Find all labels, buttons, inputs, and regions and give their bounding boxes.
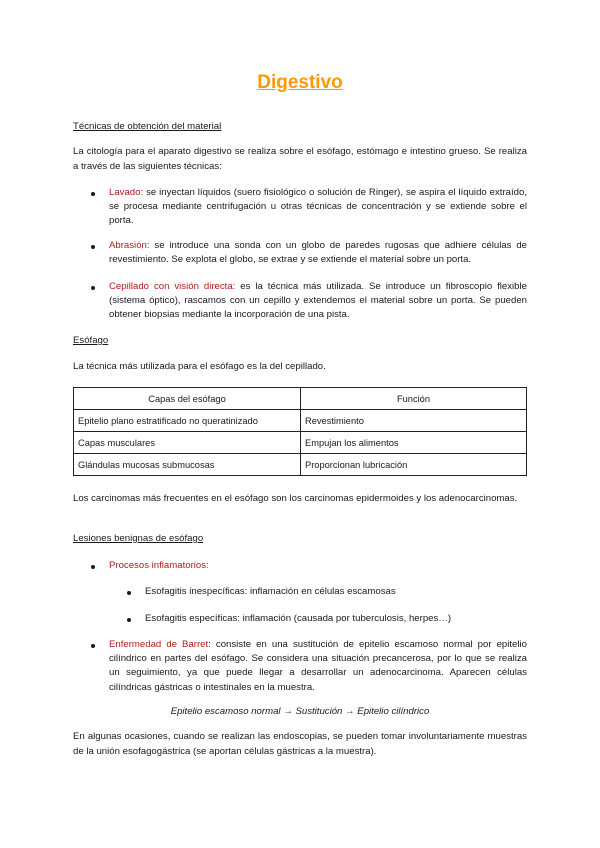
table-cell: Revestimiento	[301, 410, 527, 432]
table-row	[74, 454, 527, 476]
bullet-icon	[91, 644, 95, 648]
section-heading-lesiones: Lesiones benignas de esófago	[73, 533, 204, 544]
bullet-icon	[91, 286, 95, 290]
list-item-barret	[109, 638, 527, 695]
section-heading-techniques: Técnicas de obtención del material	[73, 121, 222, 132]
table-cell: Proporcionan lubricación	[301, 454, 527, 476]
bullet-icon	[127, 618, 131, 622]
table-cell: Capas musculares	[74, 432, 301, 454]
term: Enfermedad de Barret:	[109, 639, 211, 650]
esofago-intro: La técnica más utilizada para el esófago es la del cepillado.	[73, 361, 326, 372]
formula: Epitelio escamoso normal → Sustitución → Epitelio cilíndrico	[170, 706, 430, 717]
esophagus-layers-table	[73, 387, 527, 476]
list-item-abrasion	[109, 239, 527, 267]
table-header-row	[74, 388, 527, 410]
table-cell: Empujan los alimentos	[301, 432, 527, 454]
bullet-icon	[91, 245, 95, 249]
description: es la técnica más utilizada. Se introduce un fibroscopio flexible (sistema óptico), rascamos con un cepillo y extendemos el material sobre un porta. Se pueden obtener biopsias mediante la incorporación de una pista.	[109, 281, 527, 321]
table-row	[74, 432, 527, 454]
page-title: Digestivo	[257, 72, 343, 93]
carcinomas-paragraph: Los carcinomas más frecuentes en el esófago son los carcinomas epidermoides y los adenocarcinomas.	[73, 493, 518, 504]
bullet-icon	[91, 565, 95, 569]
sub-list-item	[145, 585, 525, 599]
term: Cepillado con visión directa:	[109, 281, 236, 292]
table-cell: Glándulas mucosas submucosas	[74, 454, 301, 476]
description: se introduce una sonda con un globo de paredes rugosas que adhiere células de revestimiento. Se explota el globo, se extrae y se extiende el material sobre un porta.	[109, 240, 527, 266]
table-row	[74, 410, 527, 432]
description: Esofagitis inespecíficas: inflamación en células escamosas	[145, 586, 396, 597]
bullet-icon	[127, 591, 131, 595]
description: consiste en una sustitución de epitelio escamoso normal por epitelio cilíndrico en partes del esófago. Se considera una situación precancerosa, por lo que se realiza un seguimiento, ya que puede llegar a desarrollar un adenocarcinoma. Aparecen células cilíndricas gástricas o intestinales en la muestra.	[109, 639, 527, 693]
description: se inyectan líquidos (suero fisiológico o solución de Ringer), se aspira el líquido extraído, se procesa mediante centrifugación u otras técnicas de concentración y se extiende sobre el porta.	[109, 187, 527, 227]
description: Esofagitis específicas: inflamación (causada por tuberculosis, herpes…)	[145, 613, 452, 624]
term: Abrasión:	[109, 240, 150, 251]
list-item-lavado	[109, 186, 527, 229]
bullet-icon	[91, 192, 95, 196]
term: Lavado:	[109, 187, 144, 198]
term: Procesos inflamatorios:	[109, 560, 209, 571]
list-item-procesos	[109, 559, 527, 573]
final-paragraph: En algunas ocasiones, cuando se realizan las endoscopias, se pueden tomar involuntariamente muestras de la unión esofagogástrica (se aportan células gástricas a la muestra).	[73, 731, 527, 757]
sub-list-item	[145, 612, 525, 626]
table-header: Función	[301, 388, 527, 410]
techniques-intro: La citología para el aparato digestivo se realiza sobre el esófago, estómago e intestino grueso. Se realiza a través de las siguientes técnicas:	[73, 146, 527, 172]
table-header: Capas del esófago	[74, 388, 301, 410]
list-item-cepillado	[109, 280, 527, 323]
section-heading-esofago: Esófago	[73, 335, 109, 346]
table-cell: Epitelio plano estratificado no queratinizado	[74, 410, 301, 432]
